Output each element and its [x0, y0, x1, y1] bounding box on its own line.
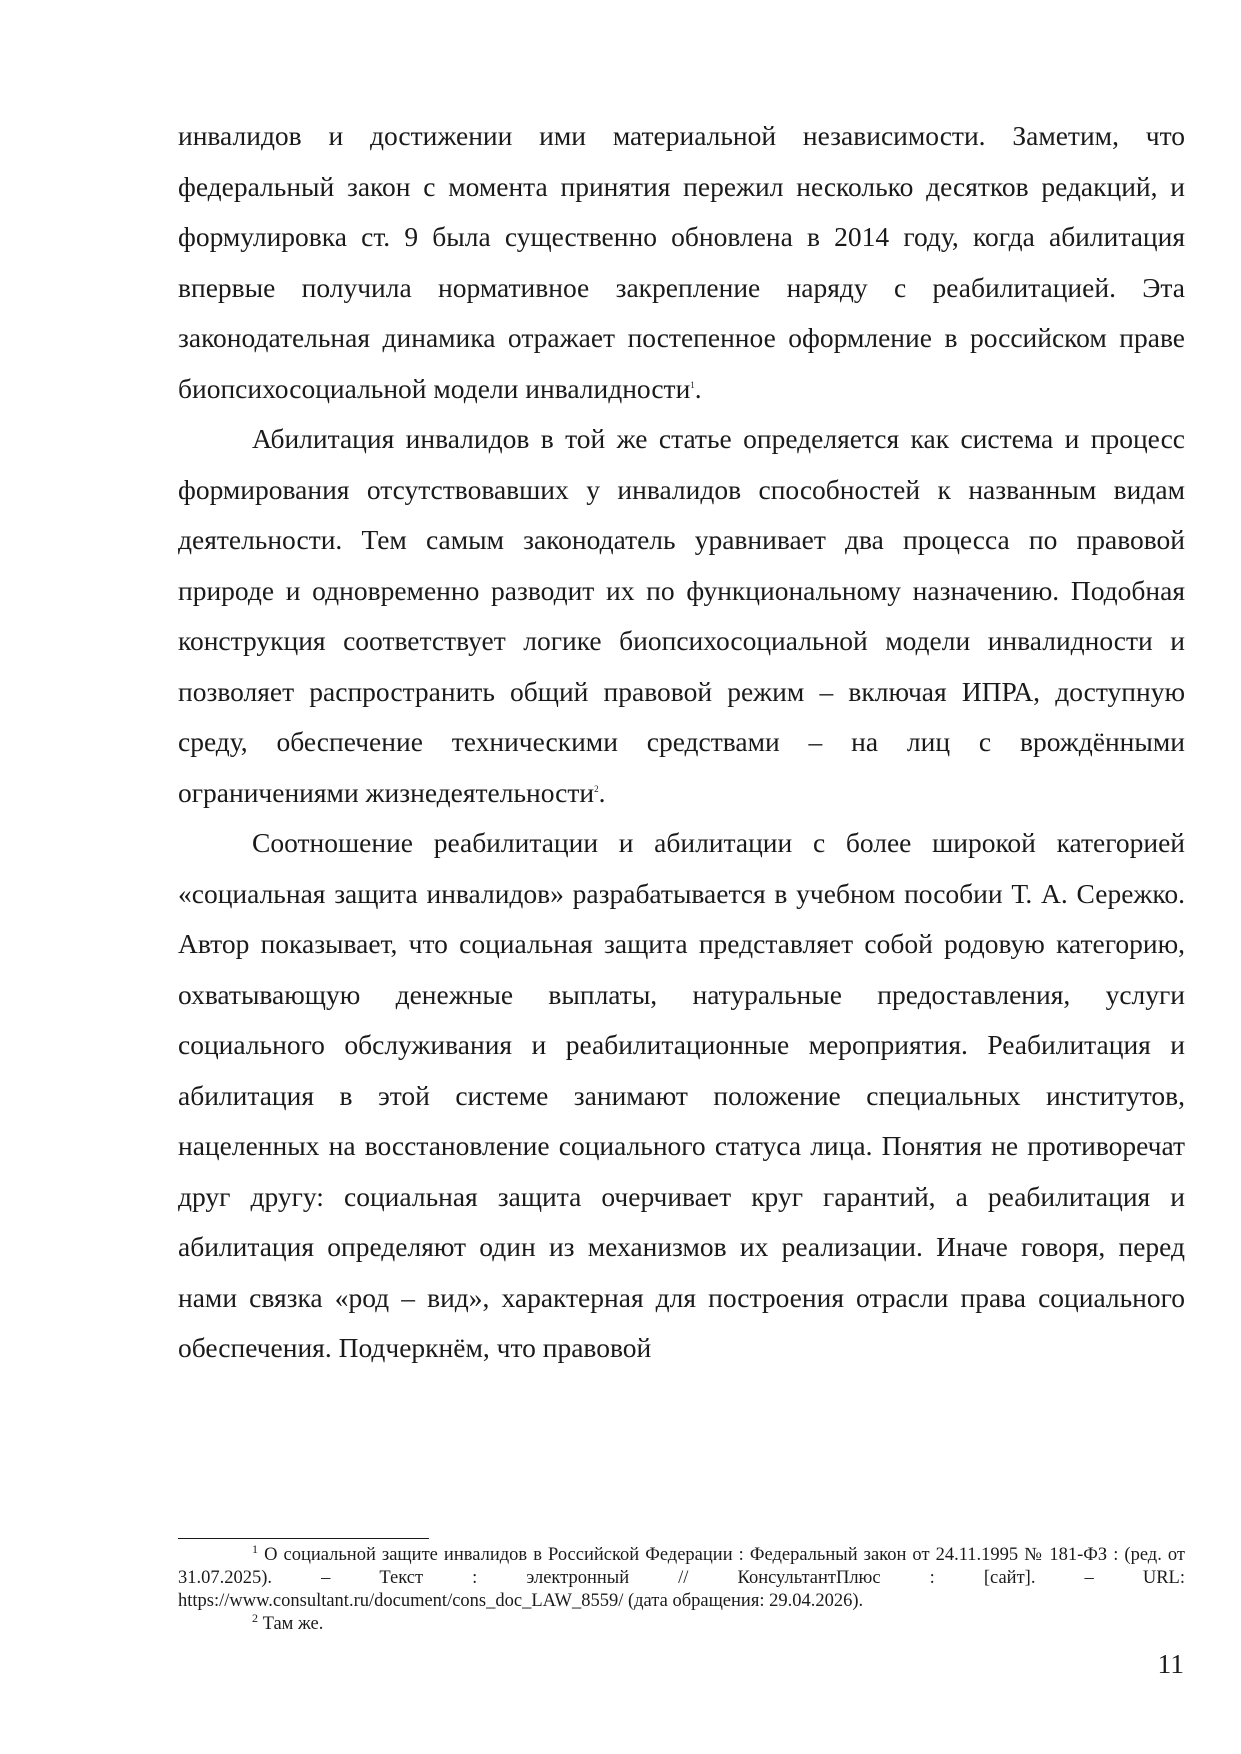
main-text	[178, 111, 1185, 1374]
paragraph-2	[178, 414, 1185, 818]
paragraph-3: Соотношение реабилитации и абилитации с более широкой категорией «социальная защита инвалидов» разрабатывается в учебном пособии Т. А. Сережко. Автор показывает, что социальная защита представляет собой родовую категорию, охватывающую денежные выплаты, натуральные предоставления, услуги социального обслуживания и реабилитационные мероприятия. Реабилитация и абилитация в этой системе занимают положение специальных институтов, нацеленных на восстановление социального статуса лица. Понятия не противоречат друг другу: социальная защита очерчивает круг гарантий, а реабилитация и абилитация определяют один из механизмов их реализации. Иначе говоря, перед нами связка «род – вид», характерная для построения отрасли права социального обеспечения. Подчеркнём, что правовой	[178, 827, 1185, 1363]
paragraph-1	[178, 111, 1185, 414]
footnote-reference-1[interactable]: 1	[690, 379, 695, 390]
paragraph-1-text: инвалидов и достижении ими материальной независимости. Заметим, что федеральный закон с момента принятия пережил несколько десятков редакций, и формулировка ст. 9 была существенно обновлена в 2014 году, когда абилитация впервые получила нормативное закрепление наряду с реабилитацией. Эта законодательная динамика отражает постепенное оформление в российском праве биопсихосоциальной модели инвалидности	[178, 120, 1185, 404]
page-number: 11	[1157, 1648, 1184, 1679]
footnote-reference-2[interactable]: 2	[594, 783, 599, 794]
footnotes	[178, 1541, 1185, 1636]
footnote-separator	[178, 1538, 429, 1539]
footnote-2	[178, 1610, 1185, 1636]
paragraph-1-end: .	[694, 372, 702, 404]
footnote-2-text: Там же.	[258, 1614, 324, 1634]
footnote-1-number: 1	[252, 1541, 258, 1556]
footnote-1-text: О социальной защите инвалидов в Российской Федерации : Федеральный закон от 24.11.1995 № 181-ФЗ : (ред. от 31.07.2025). – Текст : электронный // КонсультантПлюс : [сайт]. – URL: https://www.consultant.ru/document/cons_doc_LAW_8559/ (дата обращения: 29.04.2026).	[178, 1545, 1185, 1611]
paragraph-2-text: Абилитация инвалидов в той же статье определяется как система и процесс формирования отсутствовавших у инвалидов способностей к названным видам деятельности. Тем самым законодатель уравнивает два процесса по правовой природе и одновременно разводит их по функциональному назначению. Подобная конструкция соответствует логике биопсихосоциальной модели инвалидности и позволяет распространить общий правовой режим – включая ИПРА, доступную среду, обеспечение техническими средствами – на лиц с врождёнными ограничениями жизнедеятельности	[178, 423, 1185, 808]
paragraph-2-end: .	[598, 776, 606, 808]
footnote-2-number: 2	[252, 1610, 258, 1625]
footnote-1	[178, 1541, 1185, 1613]
